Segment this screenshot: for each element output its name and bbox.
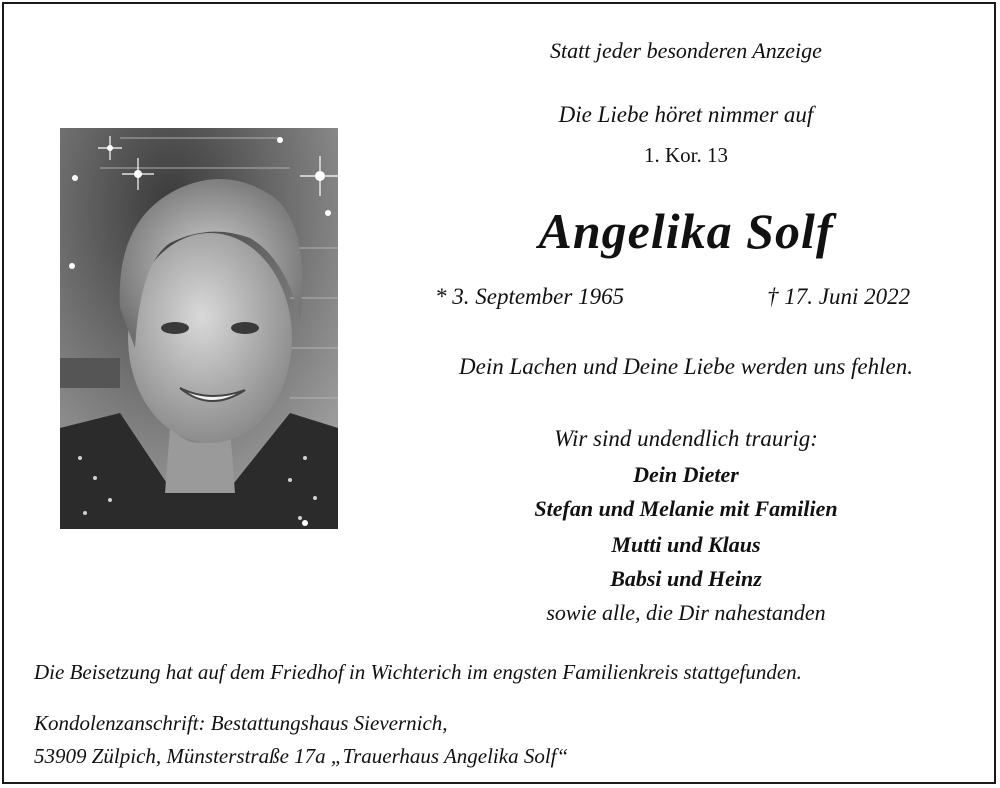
obituary-frame (2, 2, 996, 784)
burial-note: Die Beisetzung hat auf dem Friedhof in Wichterich im engsten Familienkreis stattgefunden. (34, 660, 802, 684)
top-line: Statt jeder besonderen Anzeige (550, 38, 822, 63)
family-member: Mutti und Klaus (611, 532, 761, 557)
family-member: Stefan und Melanie mit Familien (534, 496, 838, 521)
deceased-name: Angelika Solf (538, 203, 834, 259)
condolence-address-line1: Kondolenzanschrift: Bestattungshaus Sievernich, (34, 711, 448, 735)
family-member: Babsi und Heinz (610, 566, 762, 591)
family-member: Dein Dieter (633, 462, 739, 487)
bible-reference: 1. Kor. 13 (644, 143, 728, 167)
miss-line: Dein Lachen und Deine Liebe werden uns fehlen. (459, 354, 913, 379)
mourning-line: Wir sind undendlich traurig: (554, 426, 818, 451)
portrait-photo (60, 128, 338, 529)
birth-date: * 3. September 1965 (435, 284, 625, 309)
portrait-image (60, 128, 338, 529)
all-relatives-line: sowie alle, die Dir nahestanden (546, 600, 826, 625)
bible-quote: Die Liebe höret nimmer auf (558, 102, 814, 127)
death-date: † 17. Juni 2022 (767, 284, 911, 309)
condolence-address-line2: 53909 Zülpich, Münsterstraße 17a „Trauerhaus Angelika Solf“ (34, 744, 569, 768)
